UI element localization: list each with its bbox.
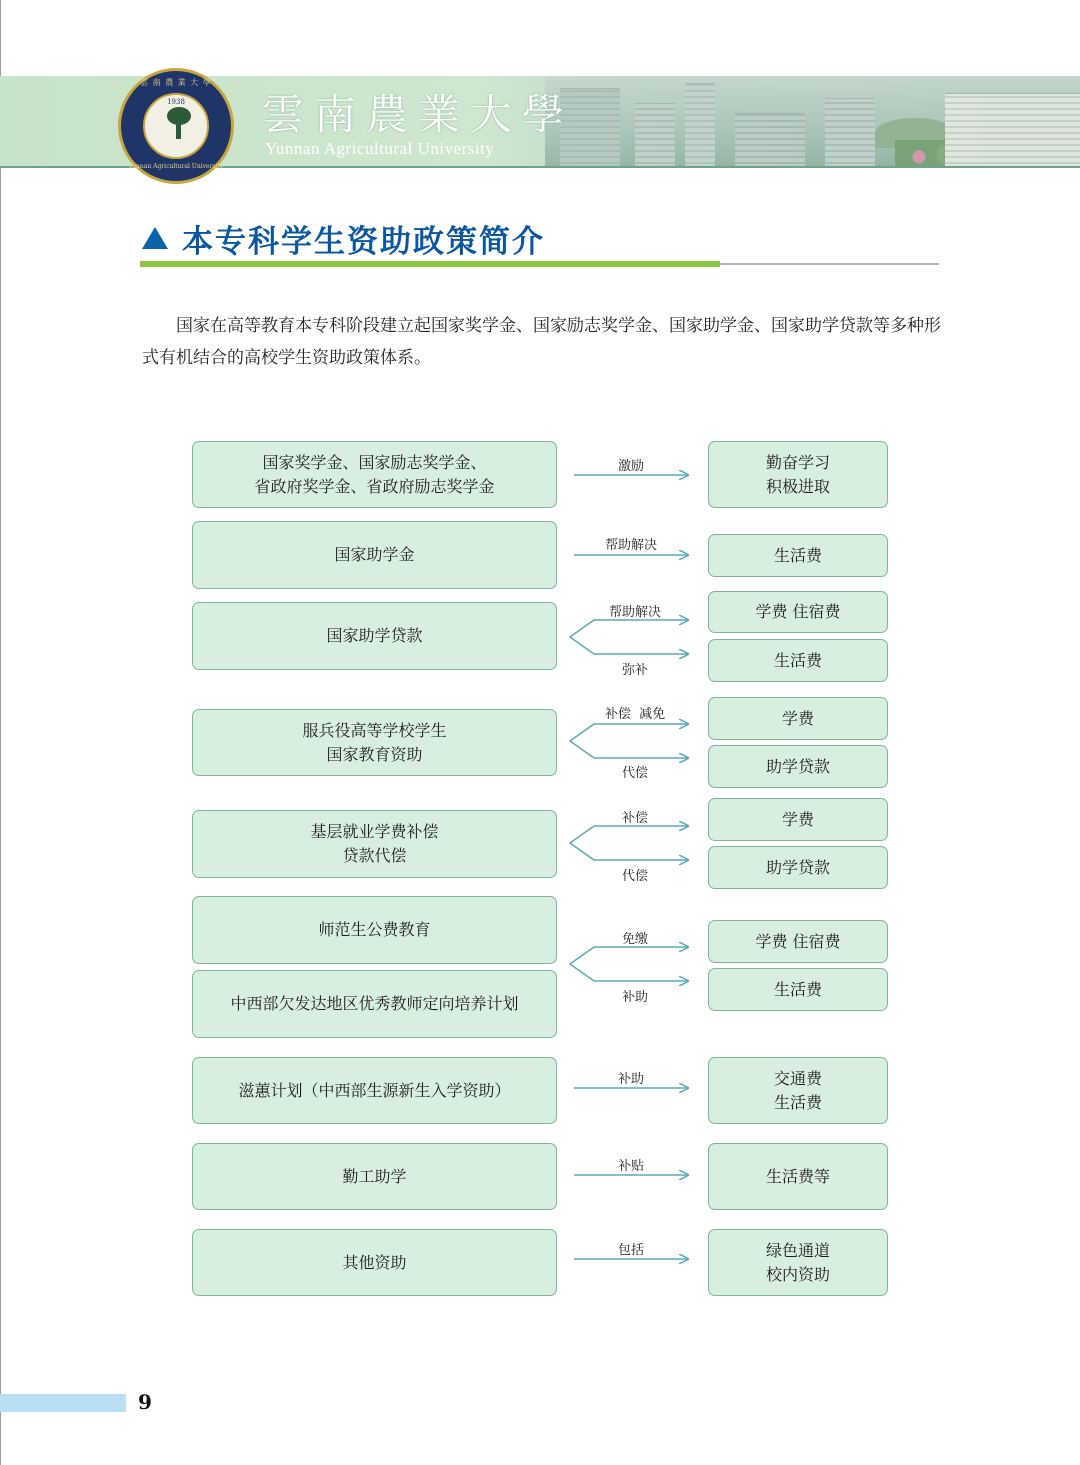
arrow-label: 补助 bbox=[621, 990, 648, 1005]
university-name-cn: 雲南農業大學 bbox=[262, 90, 575, 139]
arrow-label: 免缴 bbox=[621, 932, 648, 947]
outcome-box: 学费 bbox=[708, 798, 888, 841]
fork-5 bbox=[570, 826, 594, 860]
outcome-box: 生活费 bbox=[708, 639, 888, 682]
arrow-label: 弥补 bbox=[621, 663, 648, 678]
outcome-box: 交通费 生活费 bbox=[708, 1057, 888, 1124]
policy-box-zihui: 滋蕙计划（中西部生源新生入学资助） bbox=[192, 1057, 557, 1124]
footer-bar bbox=[0, 1394, 126, 1412]
outcome-box: 生活费 bbox=[708, 534, 888, 577]
outcome-box: 学费 bbox=[708, 697, 888, 740]
section-title: 本专科学生资助政策简介 bbox=[182, 223, 545, 260]
policy-box-military: 服兵役高等学校学生 国家教育资助 bbox=[192, 709, 557, 776]
fork-4 bbox=[570, 724, 594, 758]
arrow-label: 激励 bbox=[617, 459, 644, 474]
policy-box-teacher-plan: 中西部欠发达地区优秀教师定向培养计划 bbox=[192, 970, 557, 1038]
university-name-en: Yunnan Agricultural University bbox=[265, 139, 495, 158]
arrow-label: 补助 bbox=[617, 1072, 644, 1087]
outcome-box: 学费 住宿费 bbox=[708, 920, 888, 963]
title-underline-gray bbox=[720, 263, 939, 265]
fork-6 bbox=[570, 947, 594, 981]
policy-box-normal-students: 师范生公费教育 bbox=[192, 896, 557, 964]
title-underline bbox=[140, 261, 720, 267]
arrow-label: 帮助解决 bbox=[604, 538, 657, 553]
triangle-icon bbox=[142, 227, 168, 249]
policy-box-work-study: 勤工助学 bbox=[192, 1143, 557, 1210]
arrow-label: 补偿 bbox=[621, 811, 648, 826]
outcome-box: 生活费 bbox=[708, 968, 888, 1011]
page-number: 9 bbox=[138, 1390, 152, 1414]
policy-box-grassroots: 基层就业学费补偿 贷款代偿 bbox=[192, 810, 557, 878]
outcome-box: 勤奋学习 积极进取 bbox=[708, 441, 888, 508]
arrow-label: 补偿 减免 bbox=[604, 707, 666, 722]
page-border bbox=[0, 0, 1, 1465]
policy-box-student-loan: 国家助学贷款 bbox=[192, 602, 557, 670]
policy-box-other: 其他资助 bbox=[192, 1229, 557, 1296]
arrow-label: 代偿 bbox=[621, 766, 648, 781]
policy-box-grant: 国家助学金 bbox=[192, 521, 557, 589]
university-seal-logo: 雲 南 農 業 大 學 1938 Yunnan Agricultural University bbox=[118, 68, 234, 184]
outcome-box: 助学贷款 bbox=[708, 846, 888, 889]
campus-photo bbox=[545, 76, 1080, 168]
intro-paragraph: 国家在高等教育本专科阶段建立起国家奖学金、国家励志奖学金、国家助学金、国家助学贷款等多种形式有机结合的高校学生资助政策体系。 bbox=[142, 316, 941, 368]
campus-building bbox=[945, 93, 1080, 168]
fork-3 bbox=[570, 620, 594, 654]
arrow-label: 代偿 bbox=[621, 869, 648, 884]
arrow-label: 补贴 bbox=[617, 1159, 644, 1174]
outcome-box: 学费 住宿费 bbox=[708, 591, 888, 633]
policy-box-scholarships: 国家奖学金、国家励志奖学金、 省政府奖学金、省政府励志奖学金 bbox=[192, 441, 557, 508]
arrow-label: 包括 bbox=[617, 1243, 644, 1258]
outcome-box: 生活费等 bbox=[708, 1143, 888, 1210]
arrow-label: 帮助解决 bbox=[608, 605, 661, 620]
section-heading bbox=[142, 218, 545, 258]
outcome-box: 助学贷款 bbox=[708, 745, 888, 788]
outcome-box: 绿色通道 校内资助 bbox=[708, 1229, 888, 1296]
